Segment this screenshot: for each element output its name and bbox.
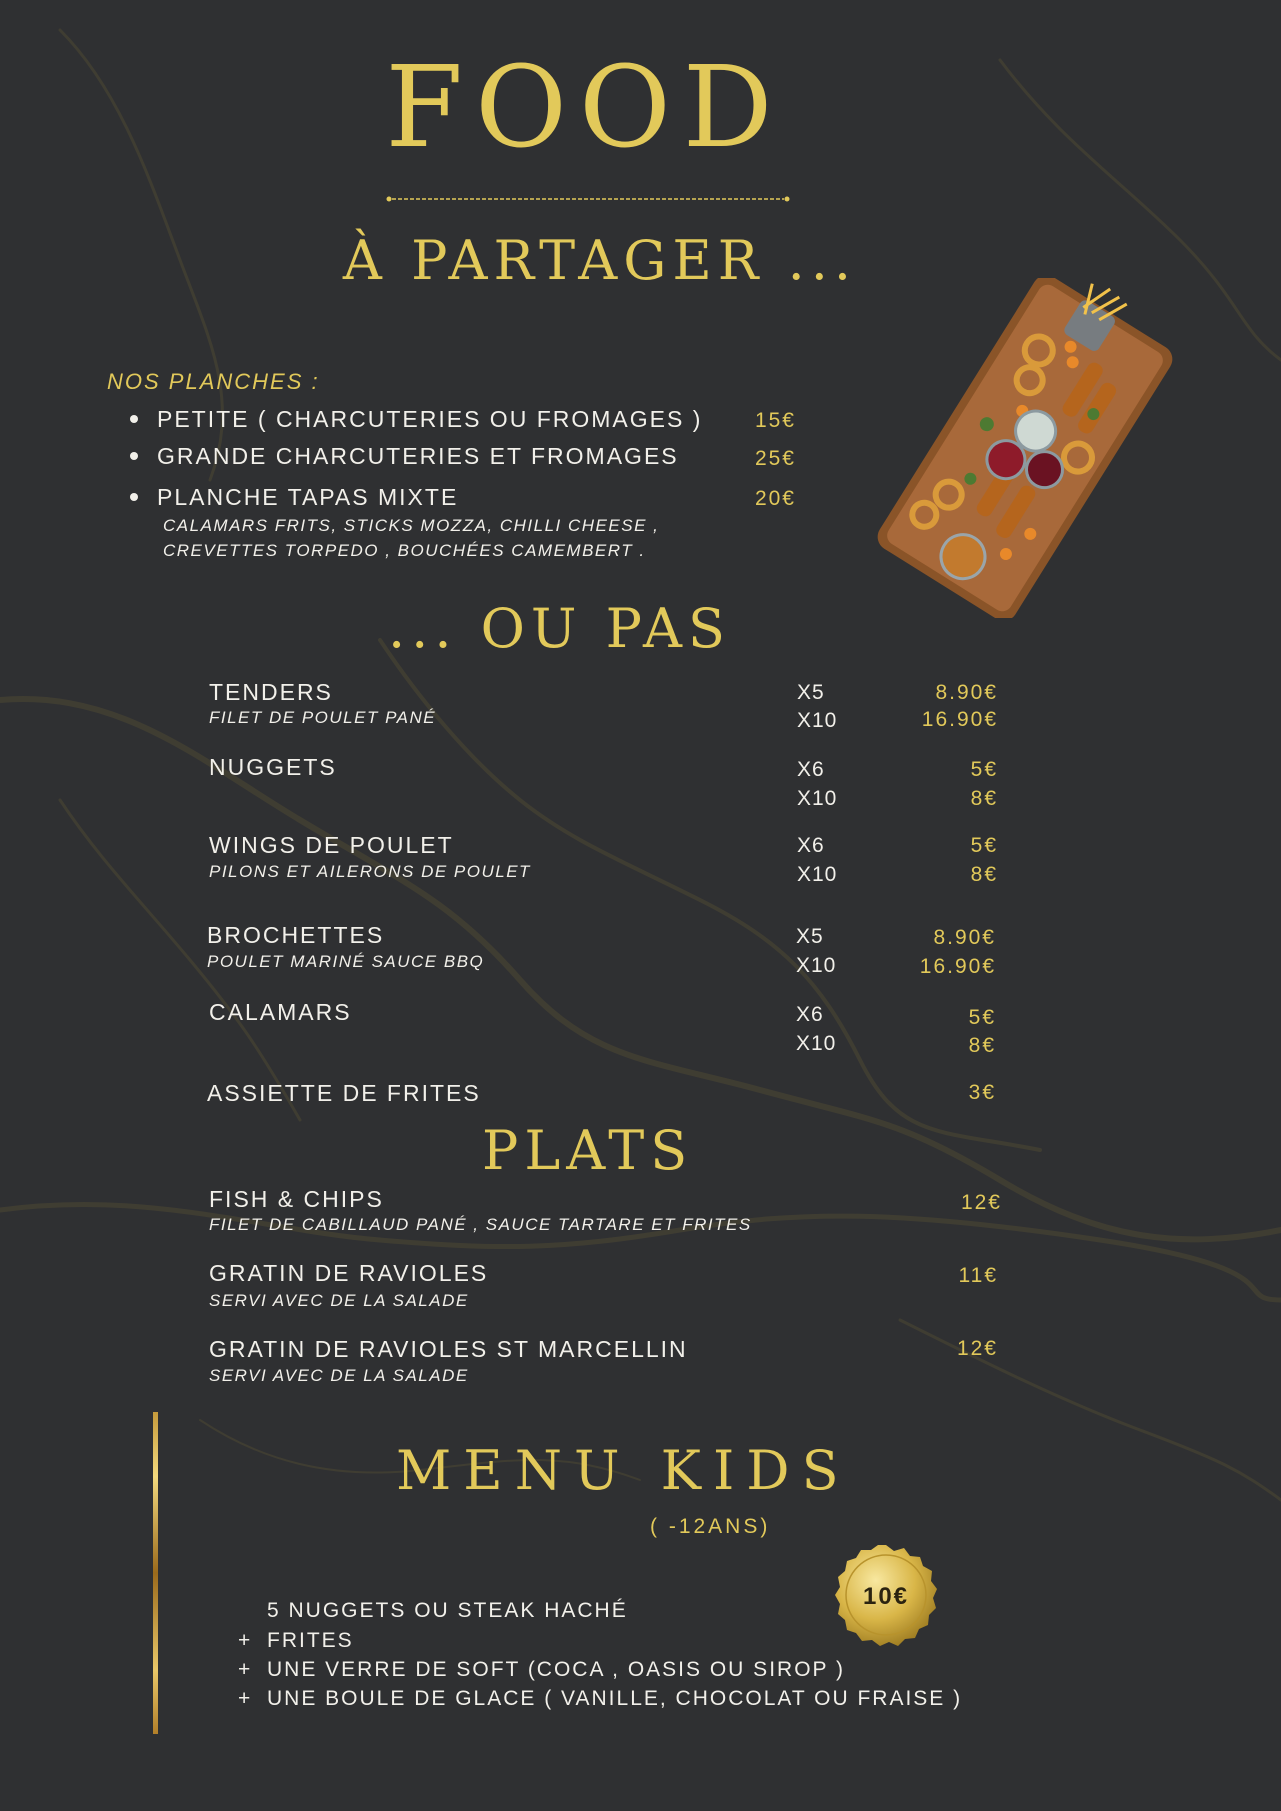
gratin-stm-desc: SERVI AVEC DE LA SALADE <box>209 1366 469 1385</box>
tenders-desc: FILET DE POULET PANÉ <box>209 708 437 727</box>
planche-grande-price: 25€ <box>754 447 796 470</box>
oupas-heading: ... OU PAS <box>388 597 731 660</box>
planche-petite-name: PETITE ( CHARCUTERIES OU FROMAGES ) <box>157 406 703 432</box>
nuggets-price-2: 8€ <box>970 787 998 810</box>
planche-tapas-desc-2: CREVETTES TORPEDO , BOUCHÉES CAMEMBERT . <box>163 541 646 560</box>
fish-chips-price: 12€ <box>960 1191 1002 1214</box>
brochettes-qty-2: X10 <box>796 954 837 977</box>
wings-price-2: 8€ <box>970 863 998 886</box>
plus-sign: + <box>238 1629 253 1652</box>
planche-tapas-price: 20€ <box>754 487 796 510</box>
tapas-board-image <box>875 278 1180 618</box>
gratin-desc: SERVI AVEC DE LA SALADE <box>209 1291 469 1310</box>
calamars-qty-1: X6 <box>796 1003 824 1026</box>
title-divider <box>386 196 790 202</box>
gold-vertical-bar <box>153 1412 158 1734</box>
kids-line-main: 5 NUGGETS OU STEAK HACHÉ <box>267 1599 628 1622</box>
wings-desc: PILONS ET AILERONS DE POULET <box>209 862 531 881</box>
fish-chips-desc: FILET DE CABILLAUD PANÉ , SAUCE TARTARE ET FRITES <box>209 1215 752 1234</box>
wings-name: WINGS DE POULET <box>209 832 454 858</box>
kids-age: ( -12ANS) <box>650 1515 771 1538</box>
calamars-price-2: 8€ <box>968 1034 996 1057</box>
nuggets-qty-1: X6 <box>797 758 825 781</box>
gratin-name: GRATIN DE RAVIOLES <box>209 1260 489 1286</box>
wings-qty-1: X6 <box>797 834 825 857</box>
planche-tapas-name: PLANCHE TAPAS MIXTE <box>157 484 459 510</box>
plats-heading: PLATS <box>482 1119 694 1182</box>
plus-sign: + <box>238 1658 253 1681</box>
nuggets-qty-2: X10 <box>797 787 838 810</box>
planches-label: NOS PLANCHES : <box>107 369 320 394</box>
kids-line-soft: UNE VERRE DE SOFT (COCA , OASIS OU SIROP ) <box>267 1658 845 1681</box>
share-heading: À PARTAGER ... <box>342 229 858 292</box>
calamars-price-1: 5€ <box>968 1006 996 1029</box>
wings-price-1: 5€ <box>970 834 998 857</box>
calamars-qty-2: X10 <box>796 1032 837 1055</box>
fish-chips-name: FISH & CHIPS <box>209 1186 384 1212</box>
frites-name: ASSIETTE DE FRITES <box>207 1080 481 1106</box>
calamars-name: CALAMARS <box>209 999 352 1025</box>
bullet <box>130 415 138 423</box>
bullet <box>130 493 138 501</box>
kids-line-glace: UNE BOULE DE GLACE ( VANILLE, CHOCOLAT OU FRAISE ) <box>267 1687 963 1710</box>
nuggets-name: NUGGETS <box>209 754 337 780</box>
kids-heading: MENU KIDS <box>396 1439 851 1502</box>
kids-price: 10€ <box>862 1583 910 1610</box>
frites-price: 3€ <box>968 1081 996 1104</box>
gratin-stm-name: GRATIN DE RAVIOLES ST MARCELLIN <box>209 1336 688 1362</box>
tenders-qty-2: X10 <box>797 709 838 732</box>
nuggets-price-1: 5€ <box>970 758 998 781</box>
brochettes-price-2: 16.90€ <box>919 955 996 978</box>
kids-line-frites: FRITES <box>267 1629 354 1652</box>
tenders-price-2: 16.90€ <box>921 708 998 731</box>
page-title: FOOD <box>385 43 785 173</box>
planche-grande-name: GRANDE CHARCUTERIES ET FROMAGES <box>157 443 679 469</box>
gratin-price: 11€ <box>958 1264 998 1287</box>
brochettes-qty-1: X5 <box>796 925 824 948</box>
plus-sign: + <box>238 1687 253 1710</box>
tenders-qty-1: X5 <box>797 681 825 704</box>
price-seal <box>834 1543 938 1647</box>
brochettes-price-1: 8.90€ <box>933 926 996 949</box>
gratin-stm-price: 12€ <box>956 1337 998 1360</box>
tenders-name: TENDERS <box>209 679 333 705</box>
planche-petite-price: 15€ <box>754 409 796 432</box>
brochettes-desc: POULET MARINÉ SAUCE BBQ <box>207 952 485 971</box>
bullet <box>130 452 138 460</box>
tenders-price-1: 8.90€ <box>935 681 998 704</box>
brochettes-name: BROCHETTES <box>207 922 385 948</box>
planche-tapas-desc-1: CALAMARS FRITS, STICKS MOZZA, CHILLI CHEESE , <box>163 516 660 535</box>
wings-qty-2: X10 <box>797 863 838 886</box>
